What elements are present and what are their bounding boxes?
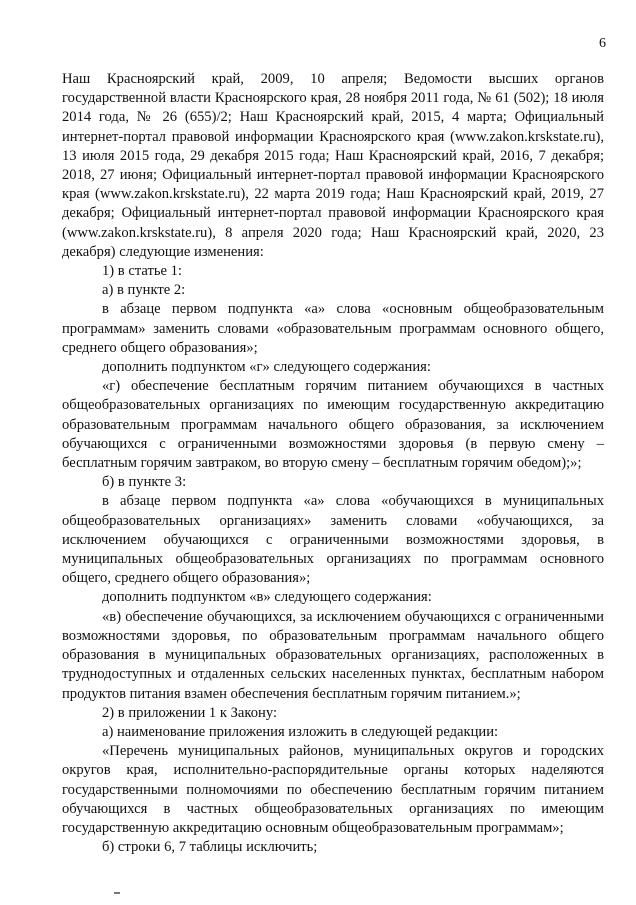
- page-number: 6: [599, 36, 606, 51]
- paragraph-sources-continuation: Наш Красноярский край, 2009, 10 апреля; Ведомости высших органов государственной власти Красноярского края, 28 ноября 2011 года, № 61 (502); 18 июля 2014 года, № 26 (655)/2; Наш Красноярский край, 2015, 4 марта; Официальный интернет-портал правовой информации Красноярского края (www.zakon.krskstate.ru), 13 июля 2015 года, 29 декабря 2015 года; Наш Красноярский край, 2016, 7 декабря; 2018, 27 июня; Официальный интернет-портал правовой информации Красноярского края (www.zakon.krskstate.ru), 22 марта 2019 года; Наш Красноярский край, 2019, 27 декабря; Официальный интернет-портал правовой информации Красноярского края (www.zakon.krskstate.ru), 8 апреля 2020 года; Наш Красноярский край, 2020, 23 декабря) следующие изменения:: [62, 71, 604, 260]
- paragraph-item-2: 2) в приложении 1 к Закону:: [102, 704, 278, 721]
- paragraph-replace-words-b: в абзаце первом подпункта «а» слова «обучающихся в муниципальных общеобразовательных организациях» заменить словами «обучающихся, за исключением обучающихся с ограниченными возможностями здоровья, в муниципальных общеобразовательных организациях по программам основного общего, среднего общего образования»;: [62, 493, 604, 587]
- paragraph-replace-words-a: в абзаце первом подпункта «а» слова «основным общеобразовательным программам» заменить словами «образовательным программам основного общего, среднего общего образования»;: [62, 301, 604, 356]
- document-body: [62, 70, 604, 857]
- paragraph-add-subitem-v: дополнить подпунктом «в» следующего содержания:: [102, 589, 432, 606]
- paragraph-appendix-title: «Перечень муниципальных районов, муниципальных округов и городских округов края, исполнительно-распорядительные органы которых наделяются государственными полномочиями по обеспечению бесплатным горячим питанием обучающихся в частных общеобразовательных организациях по имеющим государственную аккредитацию основным общеобразовательным программам»;: [62, 743, 604, 836]
- paragraph-add-subitem-g: дополнить подпунктом «г» следующего содержания:: [102, 359, 431, 376]
- paragraph-item-2a: а) наименование приложения изложить в следующей редакции:: [102, 723, 499, 740]
- paragraph-item-1b: б) в пункте 3:: [102, 474, 187, 491]
- paragraph-item-1a: а) в пункте 2:: [102, 282, 186, 299]
- paragraph-item-2b: б) строки 6, 7 таблицы исключить;: [102, 839, 318, 856]
- paragraph-item-1: 1) в статье 1:: [102, 263, 182, 280]
- scan-mark: [114, 892, 120, 894]
- paragraph-subitem-v-text: «в) обеспечение обучающихся, за исключением обучающихся с ограниченными возможностями здоровья, по образовательным программам начального общего образования в муниципальных образовательных организациях, расположенных в труднодоступных и отдаленных сельских населенных пунктах, бесплатным набором продуктов питания взамен обеспечения бесплатным горячим питанием.»;: [62, 608, 604, 702]
- paragraph-subitem-g-text: «г) обеспечение бесплатным горячим питанием обучающихся в частных общеобразовательных организациях по имеющим государственную аккредитацию образовательным программам начального общего образования, за исключением обучающихся с ограниченными возможностями здоровья (в первую смену – бесплатным горячим завтраком, во вторую смену – бесплатным горячим обедом);»;: [62, 378, 604, 472]
